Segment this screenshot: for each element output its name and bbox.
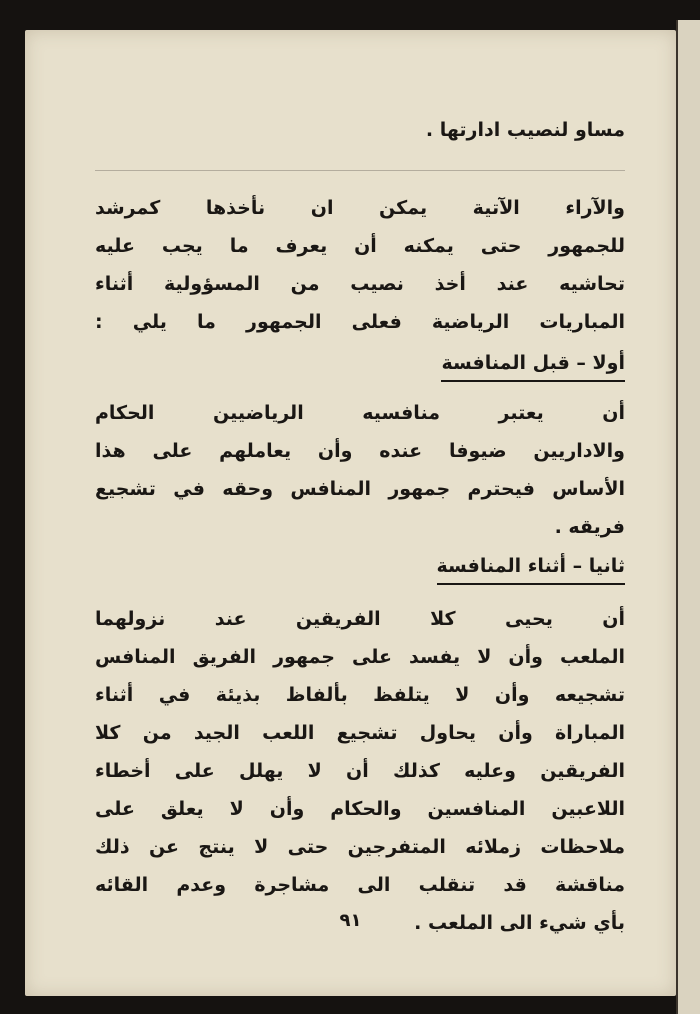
text-line: والاداريين ضيوفا عنده وأن يعاملهم على هذا	[95, 440, 625, 462]
text-line: تشجيعه وأن لا يتلفظ بألفاظ بذيئة في أثناء	[95, 684, 625, 706]
text-line: الفريقين وعليه كذلك أن لا يهلل على أخطاء	[95, 760, 625, 782]
text-line: أن يعتبر منافسيه الرياضيين الحكام	[95, 402, 625, 424]
text-line: الملعب وأن لا يفسد على جمهور الفريق المنافس	[95, 646, 625, 668]
text-line: اللاعبين المنافسين والحكام وأن لا يعلق على	[95, 798, 625, 820]
adjacent-page-edge	[676, 20, 700, 1014]
text-line: تحاشيه عند أخذ نصيب من المسؤولية أثناء	[95, 273, 625, 295]
text-line: مساو لنصيب ادارتها .	[425, 119, 625, 141]
page-number: ٩١	[339, 910, 362, 931]
text-line: الأساس فيحترم جمهور المنافس وحقه في تشجيع	[95, 478, 625, 500]
text-line: والآراء الآتية يمكن ان نأخذها كمرشد	[95, 197, 625, 219]
text-line: مناقشة قد تنقلب الى مشاجرة وعدم القائه	[95, 874, 625, 896]
text-line: بأي شيء الى الملعب .	[414, 912, 625, 934]
section-heading-before-competition: أولا – قبل المنافسة	[441, 346, 625, 382]
text-line: فريقه .	[554, 516, 625, 538]
book-page	[25, 30, 676, 996]
section-heading-during-competition: ثانيا – أثناء المنافسة	[437, 549, 625, 585]
text-line: أن يحيى كلا الفريقين عند نزولهما	[95, 608, 625, 630]
text-line: المباريات الرياضية فعلى الجمهور ما يلي :	[95, 311, 625, 333]
text-line: للجمهور حتى يمكنه أن يعرف ما يجب عليه	[95, 235, 625, 257]
text-line: ملاحظات زملائه المتفرجين حتى لا ينتج عن ذلك	[95, 836, 625, 858]
text-line: المباراة وأن يحاول تشجيع اللعب الجيد من كلا	[95, 722, 625, 744]
top-faint-rule	[95, 170, 625, 171]
